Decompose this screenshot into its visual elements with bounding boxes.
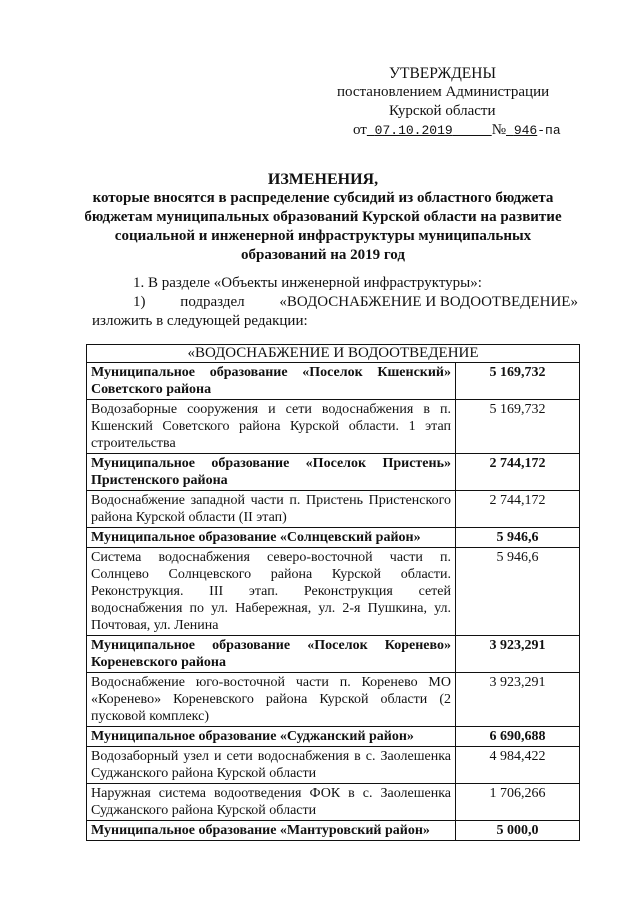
- municipality-row: [87, 363, 580, 400]
- municipality-amount: 3 923,291: [456, 636, 580, 673]
- municipality-amount: 5 000,0: [456, 821, 580, 841]
- approval-line-region: Курской области: [389, 103, 496, 119]
- project-amount: 5 169,732: [456, 400, 580, 454]
- municipality-row: [87, 528, 580, 548]
- project-amount: 3 923,291: [456, 673, 580, 727]
- heading-line-2: бюджетам муниципальных образований Курской области на развитие: [84, 209, 562, 225]
- municipality-name: Муниципальное образование «Солнцевский район»: [87, 528, 456, 548]
- project-name: Водоснабжение западной части п. Пристень Пристенского района Курской области (II этап): [87, 491, 456, 528]
- number-suffix: -па: [537, 123, 561, 138]
- project-row: [87, 491, 580, 528]
- municipality-name: Муниципальное образование «Поселок Пристень» Пристенского района: [87, 454, 456, 491]
- project-name: Система водоснабжения северо-восточной части п. Солнцево Солнцевского района Курской области. Реконструкция. III этап. Реконструкция сетей водоснабжения по ул. Набережная, ул. 2-я Пушкина, ул. Почтовая, ул. Ленина: [87, 548, 456, 636]
- municipality-amount: 5 946,6: [456, 528, 580, 548]
- project-name: Водозаборный узел и сети водоснабжения в с. Заолешенка Суджанского района Курской области: [87, 747, 456, 784]
- heading-line-4: образований на 2019 год: [241, 247, 405, 263]
- intro-paragraph-2: [92, 293, 578, 312]
- approval-line-decree: постановлением Администрации: [337, 84, 550, 100]
- municipality-amount: 2 744,172: [456, 454, 580, 491]
- subsidy-table: [86, 344, 580, 841]
- heading-line-1: которые вносятся в распределение субсидий из областного бюджета: [92, 190, 554, 206]
- municipality-name: Муниципальное образование «Мантуровский район»: [87, 821, 456, 841]
- heading-line-3: социальной и инженерной инфраструктуры муниципальных: [114, 228, 532, 244]
- project-row: [87, 400, 580, 454]
- approval-date-number: [337, 121, 577, 140]
- heading-title: ИЗМЕНЕНИЯ,: [267, 171, 379, 188]
- intro-text: [92, 274, 578, 331]
- approval-title: УТВЕРЖДЕНЫ: [389, 65, 496, 82]
- decree-number: 946: [513, 123, 538, 138]
- project-row: [87, 747, 580, 784]
- project-name: Водозаборные сооружения и сети водоснабжения в п. Кшенский Советского района Курской области. 1 этап строительства: [87, 400, 456, 454]
- item-word: подраздел: [180, 294, 245, 310]
- project-row: [87, 548, 580, 636]
- project-amount: 4 984,422: [456, 747, 580, 784]
- project-name: Наружная система водоотведения ФОК в с. Заолешенка Суджанского района Курской области: [87, 784, 456, 821]
- municipality-row: [87, 454, 580, 491]
- municipality-amount: 5 169,732: [456, 363, 580, 400]
- project-amount: 1 706,266: [456, 784, 580, 821]
- number-label: №: [491, 122, 507, 138]
- decree-date: 07.10.2019: [374, 123, 453, 138]
- from-label: от: [353, 122, 367, 138]
- project-amount: 5 946,6: [456, 548, 580, 636]
- approval-stamp: [337, 64, 577, 140]
- project-row: [87, 673, 580, 727]
- municipality-name: Муниципальное образование «Поселок Кшенский» Советского района: [87, 363, 456, 400]
- municipality-row: [87, 727, 580, 747]
- municipality-row: [87, 636, 580, 673]
- item-number: 1): [133, 294, 146, 310]
- project-name: Водоснабжение юго-восточной части п. Коренево МО «Коренево» Кореневского района Курской области (2 пусковой комплекс): [87, 673, 456, 727]
- table-title: «ВОДОСНАБЖЕНИЕ И ВОДООТВЕДЕНИЕ: [87, 345, 580, 363]
- project-amount: 2 744,172: [456, 491, 580, 528]
- municipality-name: Муниципальное образование «Поселок Коренево» Кореневского района: [87, 636, 456, 673]
- municipality-name: Муниципальное образование «Суджанский район»: [87, 727, 456, 747]
- table-title-row: [87, 345, 580, 363]
- intro-paragraph-1: 1. В разделе «Объекты инженерной инфраструктуры»:: [133, 275, 482, 291]
- municipality-amount: 6 690,688: [456, 727, 580, 747]
- item-name: «ВОДОСНАБЖЕНИЕ И ВОДООТВЕДЕНИЕ»: [279, 294, 578, 310]
- intro-paragraph-3: изложить в следующей редакции:: [92, 313, 308, 329]
- municipality-row: [87, 821, 580, 841]
- document-heading: [78, 170, 568, 265]
- project-row: [87, 784, 580, 821]
